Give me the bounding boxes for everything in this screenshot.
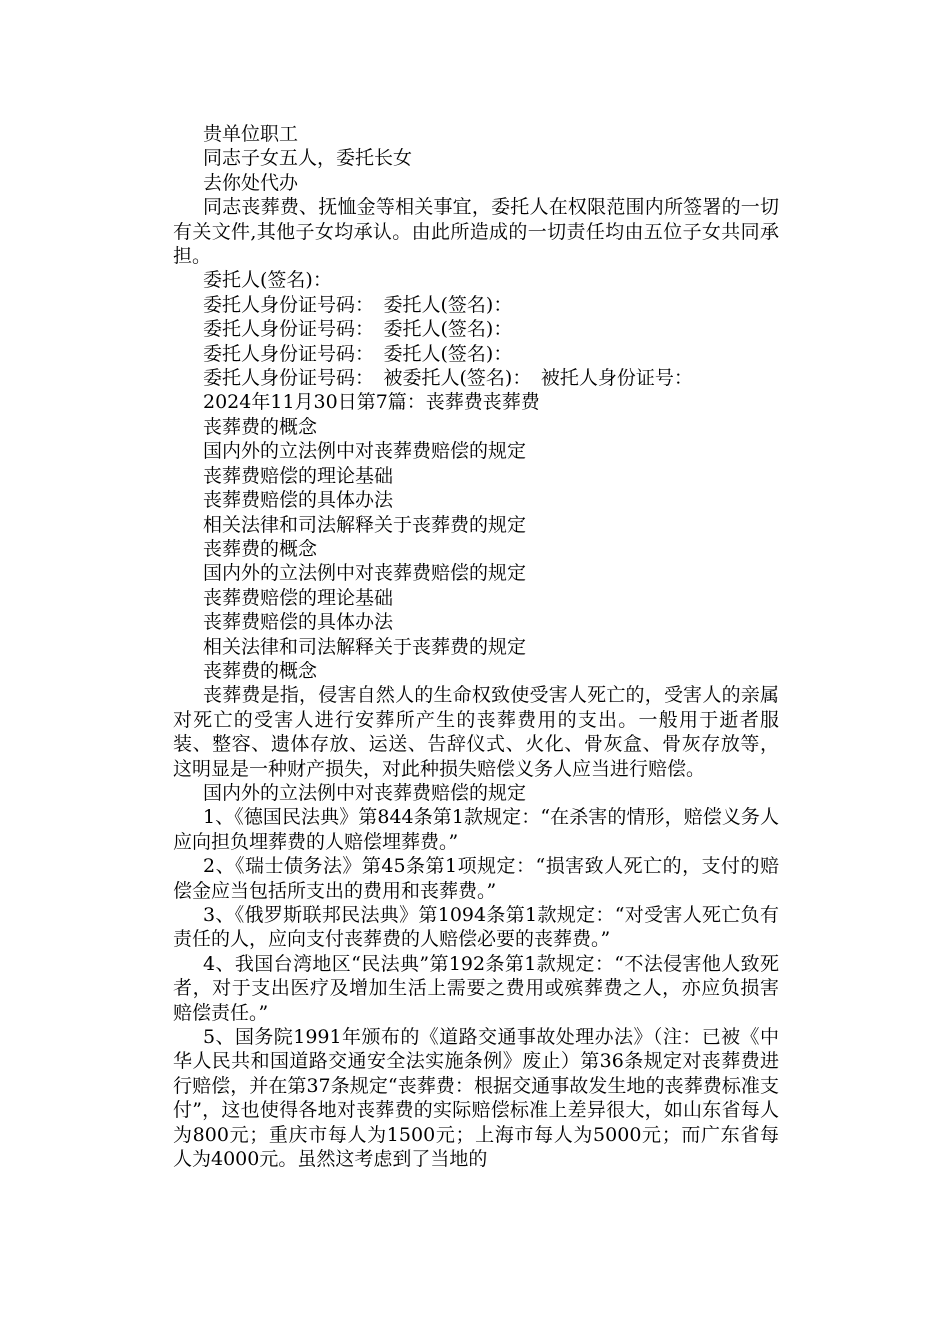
section-heading: 丧葬费的概念 [203,537,318,560]
paragraph: 5、国务院1991年颁布的《道路交通事故处理办法》（注：已被《中华人民共和国道路交通安全法实施条例》废止）第36条规定对丧葬费进行赔偿，并在第37条规定“丧葬费：根据交通事故发生地的丧葬费标准支付”，这也使得各地对丧葬费的实际赔偿标准上差异很大，如山东省每人为800元；重庆市每人为1500元；上海市每人为5000元；而广东省每人为4000元。虽然这考虑到了当地的 [173,1026,779,1171]
section-heading: 丧葬费赔偿的具体办法 [203,489,394,512]
section-heading: 相关法律和司法解释关于丧葬费的规定 [203,513,527,536]
paragraph: 同志丧葬费、抚恤金等相关事宜，委托人在权限范围内所签署的一切有关文件,其他子女均承认。由此所造成的一切责任均由五位子女共同承担。 [173,196,779,268]
paragraph: 委托人身份证号码： 委托人(签名)： [203,293,513,316]
section-heading: 相关法律和司法解释关于丧葬费的规定 [203,635,527,658]
section-heading: 国内外的立法例中对丧葬费赔偿的规定 [203,562,527,585]
section-heading: 丧葬费的概念 [203,415,318,438]
section-heading: 丧葬费赔偿的具体办法 [203,611,394,634]
paragraph: 委托人(签名)： [203,269,332,292]
paragraph: 2024年11月30日第7篇：丧葬费丧葬费 [203,391,540,414]
paragraph: 委托人身份证号码： 委托人(签名)： [203,318,513,341]
section-heading: 丧葬费赔偿的理论基础 [203,464,394,487]
paragraph: 1、《德国民法典》第844条第1款规定：“在杀害的情形，赔偿义务人应向担负埋葬费的人赔偿埋葬费。” [173,806,779,853]
section-heading: 国内外的立法例中对丧葬费赔偿的规定 [203,781,527,804]
paragraph: 3、《俄罗斯联邦民法典》第1094条第1款规定：“对受害人死亡负有责任的人，应向支付丧葬费的人赔偿必要的丧葬费。” [173,904,779,951]
section-heading: 丧葬费赔偿的理论基础 [203,586,394,609]
paragraph: 去你处代办 [203,171,299,194]
paragraph: 2、《瑞士债务法》第45条第1项规定：“损害致人死亡的，支付的赔偿金应当包括所支出的费用和丧葬费。” [173,855,779,902]
section-heading: 丧葬费的概念 [203,659,318,682]
paragraph: 4、我国台湾地区“民法典”第192条第1款规定：“不法侵害他人致死者，对于支出医疗及增加生活上需要之费用或殡葬费之人，亦应负损害赔偿责任。” [173,952,779,1024]
paragraph: 贵单位职工 [203,123,299,145]
paragraph: 委托人身份证号码： 委托人(签名)： [203,342,513,365]
section-heading: 国内外的立法例中对丧葬费赔偿的规定 [203,440,527,463]
paragraph: 丧葬费是指，侵害自然人的生命权致使受害人死亡的，受害人的亲属对死亡的受害人进行安葬所产生的丧葬费用的支出。一般用于逝者服装、整容、遗体存放、运送、告辞仪式、火化、骨灰盒、骨灰存放等，这明显是一种财产损失，对此种损失赔偿义务人应当进行赔偿。 [173,684,779,780]
document-body [173,122,779,1171]
paragraph: 同志子女五人，委托长女 [203,147,413,170]
paragraph: 委托人身份证号码： 被委托人(签名)： 被托人身份证号： [203,367,693,390]
